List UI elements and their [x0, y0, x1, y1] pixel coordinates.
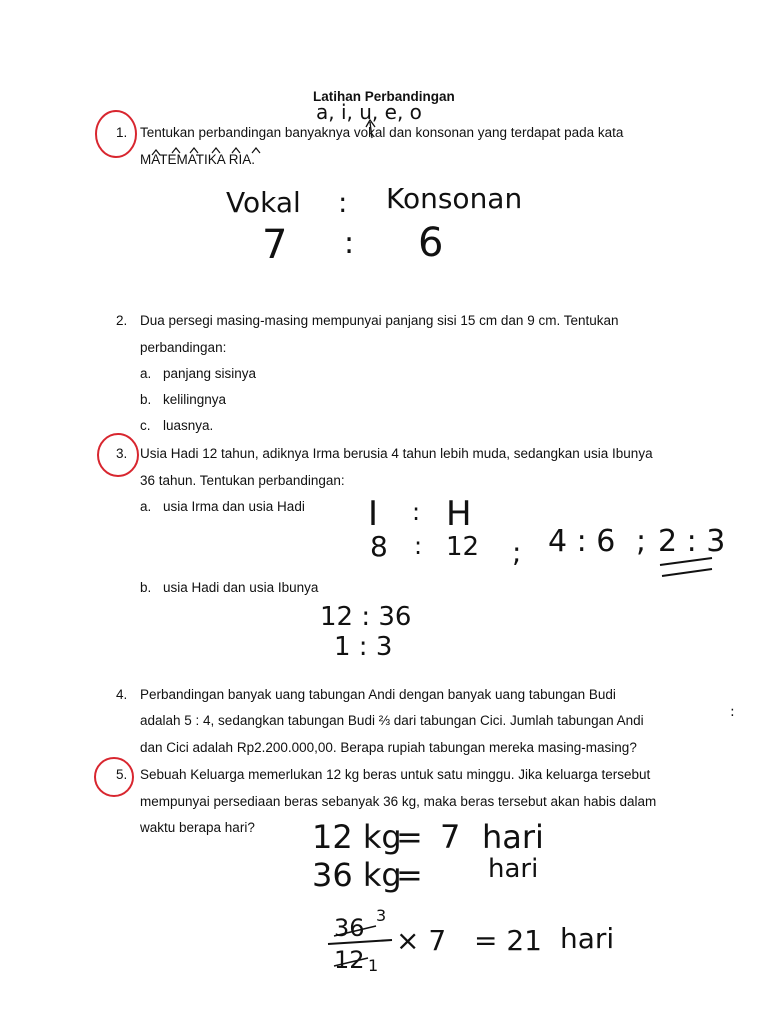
handwritten-q3a-colon-2: : — [414, 532, 423, 560]
question-4-line-1: Perbandingan banyak uang tabungan Andi dengan banyak uang tabungan Budi — [140, 687, 616, 702]
handwritten-q5-equals-2: = — [396, 856, 423, 894]
handwritten-q3a-colon-1: : — [412, 498, 421, 526]
underline-final-ratio-2 — [662, 569, 712, 576]
question-2-subitem-b-text: kelilingnya — [163, 392, 227, 407]
handwritten-q3a-simplified: 4 : 6 — [548, 524, 616, 559]
question-2-subitem-c-letter: c. — [140, 418, 151, 433]
handwritten-q5-hari-1: hari — [482, 818, 544, 856]
handwritten-q5-result: = 21 — [474, 924, 542, 957]
question-3-line-1: Usia Hadi 12 tahun, adiknya Irma berusia 4 tahun lebih muda, sedangkan usia Ibunya — [140, 446, 653, 461]
question-3-line-2: 36 tahun. Tentukan perbandingan: — [140, 473, 345, 488]
question-2-line-1: Dua persegi masing-masing mempunyai panjang sisi 15 cm dan 9 cm. Tentukan — [140, 313, 619, 328]
question-1-line-2: MATEMATIKA RIA. — [140, 152, 256, 167]
handwritten-q5-36kg: 36 kg — [312, 856, 402, 894]
question-2-subitem-a-text: panjang sisinya — [163, 366, 257, 381]
question-1-line-1: Tentukan perbandingan banyaknya vokal dan konsonan yang terdapat pada kata — [140, 125, 624, 140]
handwritten-q3a-h: H — [446, 494, 472, 534]
handwritten-q3a-eight: 8 — [370, 530, 388, 563]
handwritten-q3a-i: I — [368, 494, 379, 534]
handwritten-q1-konsonan: Konsonan — [386, 182, 523, 215]
handwritten-q1-colon-1: : — [338, 186, 348, 219]
underline-final-ratio-1 — [660, 558, 712, 565]
handwritten-q5-result-unit: hari — [560, 922, 615, 955]
handwritten-q5-hari-2: hari — [488, 854, 539, 884]
handwritten-vowels: a, i, u, e, o — [316, 100, 422, 124]
question-5-line-3: waktu berapa hari? — [140, 820, 255, 835]
handwritten-q3a-semicolon-1: ; — [512, 536, 522, 569]
page-title: Latihan Perbandingan — [313, 89, 455, 104]
question-4-number: 4. — [116, 687, 128, 702]
handwritten-q5-seven: 7 — [440, 818, 461, 856]
handwritten-q3a-semicolon-2: ; — [636, 524, 647, 559]
handwritten-q1-vokal: Vokal — [226, 186, 301, 219]
question-3-subitem-a-text: usia Irma dan usia Hadi — [163, 499, 305, 514]
question-5-number: 5. — [116, 767, 128, 782]
handwritten-q1-seven: 7 — [262, 222, 288, 268]
handwritten-q3b-line-1: 12 : 36 — [320, 602, 412, 632]
handwritten-q5-times-seven: × 7 — [396, 924, 447, 957]
question-2-subitem-c-text: luasnya. — [163, 418, 214, 433]
handwritten-q5-12kg: 12 kg — [312, 818, 402, 856]
question-3-subitem-b-letter: b. — [140, 580, 152, 595]
question-2-subitem-b-letter: b. — [140, 392, 152, 407]
question-4-line-3: dan Cici adalah Rp2.200.000,00. Berapa rupiah tabungan mereka masing-masing? — [140, 740, 637, 755]
question-2-subitem-a-letter: a. — [140, 366, 152, 381]
question-2-number: 2. — [116, 313, 128, 328]
question-2-line-2: perbandingan: — [140, 340, 227, 355]
question-5-line-1: Sebuah Keluarga memerlukan 12 kg beras untuk satu minggu. Jika keluarga tersebut — [140, 767, 651, 782]
question-3-subitem-b-text: usia Hadi dan usia Ibunya — [163, 580, 319, 595]
handwritten-q3b-line-2: 1 : 3 — [334, 632, 393, 662]
question-4-line-2: adalah 5 : 4, sedangkan tabungan Budi ⅔ dari tabungan Cici. Jumlah tabungan Andi — [140, 713, 644, 728]
handwritten-stray-mark: : — [730, 704, 735, 720]
handwritten-q1-six: 6 — [418, 220, 444, 266]
question-3-subitem-a-letter: a. — [140, 499, 152, 514]
circle-mark-question-5 — [95, 758, 133, 796]
question-5-line-2: mempunyai persediaan beras sebanyak 36 kg, maka beras tersebut akan habis dalam — [140, 794, 657, 809]
handwritten-q5-numerator: 36 — [334, 914, 365, 942]
handwritten-q3a-final: 2 : 3 — [658, 524, 726, 559]
handwritten-q5-denominator: 12 — [334, 946, 365, 974]
handwritten-q5-numerator-result: 3 — [376, 906, 387, 925]
question-3-number: 3. — [116, 446, 128, 461]
handwritten-q1-colon-2: : — [344, 226, 355, 261]
handwritten-q3a-twelve: 12 — [446, 532, 480, 562]
question-1-number: 1. — [116, 125, 128, 140]
handwritten-q5-equals-1: = — [396, 818, 423, 856]
handwritten-q5-denominator-result: 1 — [368, 956, 379, 975]
